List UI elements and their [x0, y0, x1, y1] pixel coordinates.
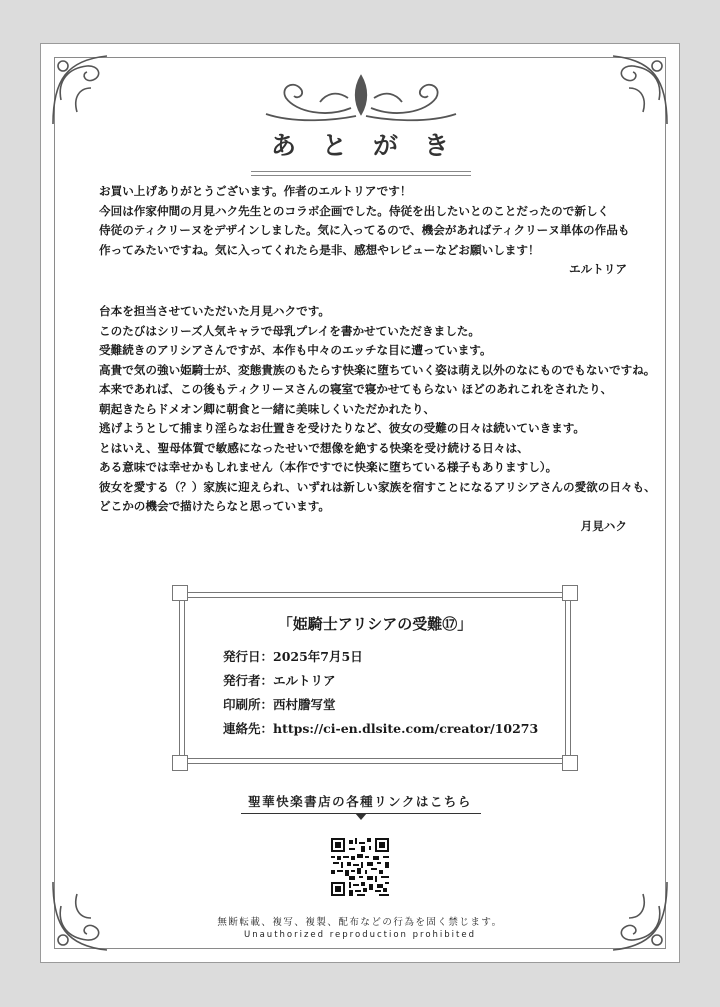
- links-label: 聖華快楽書店の各種リンクはこちら: [248, 794, 472, 809]
- info-value: 西村謄写堂: [273, 697, 336, 712]
- info-label: 連絡先：: [223, 721, 274, 736]
- message-line: 台本を担当させていただいた月見ハクです。: [99, 304, 330, 318]
- copyright-notice-jp: 無断転載、複写、複製、配布などの行為を固く禁じます。: [217, 917, 503, 928]
- book-title: 「姫騎士アリシアの受難⑰」: [277, 615, 473, 633]
- info-row-contact: [223, 717, 538, 741]
- colophon-corner: [172, 755, 188, 771]
- qr-code-icon[interactable]: [331, 838, 389, 896]
- info-value: 2025年7月5日: [273, 649, 363, 664]
- colophon-corner: [562, 755, 578, 771]
- author-message: [99, 182, 630, 280]
- colophon-box: [179, 592, 571, 764]
- title-rule: [251, 175, 471, 176]
- page-title: あとがき: [270, 131, 475, 160]
- colophon-corner: [562, 585, 578, 601]
- message-line: 受難続きのアリシアさんですが、本作も中々のエッチな目に遭っています。: [99, 343, 492, 357]
- message-line: 今回は作家仲間の月見ハク先生とのコラボ企画でした。侍従を出したいとのことだったので新しく: [99, 203, 610, 218]
- author-signature: エルトリア: [569, 262, 627, 276]
- message-line: 逃げようとして捕まり淫らなお仕置きを受けたりなど、彼女の受難の日々は続いていきます。: [99, 421, 586, 435]
- info-row-printer: [223, 693, 538, 717]
- info-label: 発行日：: [223, 649, 274, 664]
- message-line: どこかの機会で描けたらなと思っています。: [99, 499, 330, 513]
- info-row-publisher: [223, 669, 538, 693]
- info-label: 印刷所：: [223, 697, 274, 712]
- corner-ornament-icon: [593, 50, 673, 130]
- message-line: ある意味では幸せかもしれません（本作ですでに快楽に堕ちている様子もありますし）。: [99, 460, 558, 474]
- message-line: 本来であれば、この後もティクリーヌさんの寝室で寝かせてもらない ほどのあれこれをされたり、: [99, 382, 613, 396]
- corner-ornament-icon: [47, 50, 127, 130]
- message-line: お買い上げありがとうございます。作者のエルトリアです！: [99, 184, 412, 198]
- contact-link[interactable]: https://ci-en.dlsite.com/creator/10273: [273, 721, 539, 736]
- message-line: 作ってみたいですね。気に入ってくれたら是非、感想やレビューなどお願いします！: [99, 242, 540, 257]
- writer-signature: 月見ハク: [580, 518, 627, 533]
- message-line: 高貴で気の強い姫騎士が、変態貴族のもたらす快楽に堕ちていく姿は萌え以外のなにものでもないですね。: [99, 362, 656, 377]
- crest-ornament-icon: [256, 68, 466, 128]
- publication-info: [223, 645, 538, 741]
- title-rule: [251, 171, 471, 172]
- pointer-triangle-icon: [355, 813, 367, 820]
- message-line: とはいえ、聖母体質で敏感になったせいで想像を絶する快楽を受け続ける日々は、: [99, 440, 529, 455]
- message-line: 侍従のティクリーヌをデザインしました。気に入ってるので、機会があればティクリーヌ単体の作品も: [99, 223, 630, 237]
- message-line: 朝起きたらドメオン卿に朝食と一緒に美味しくいただかれたり、: [99, 401, 436, 416]
- afterword-page: [40, 43, 680, 963]
- message-line: 彼女を愛する（？）家族に迎えられ、いずれは新しい家族を宿すことになるアリシアさんの愛欲の日々も、: [99, 479, 656, 494]
- info-value: エルトリア: [273, 673, 336, 688]
- info-row-date: [223, 645, 538, 669]
- colophon-corner: [172, 585, 188, 601]
- message-line: このたびはシリーズ人気キャラで母乳プレイを書かせていただきました。: [99, 323, 480, 338]
- writer-message: [99, 302, 656, 536]
- copyright-notice-en: Unauthorized reproduction prohibited: [243, 930, 477, 940]
- info-label: 発行者：: [223, 673, 274, 688]
